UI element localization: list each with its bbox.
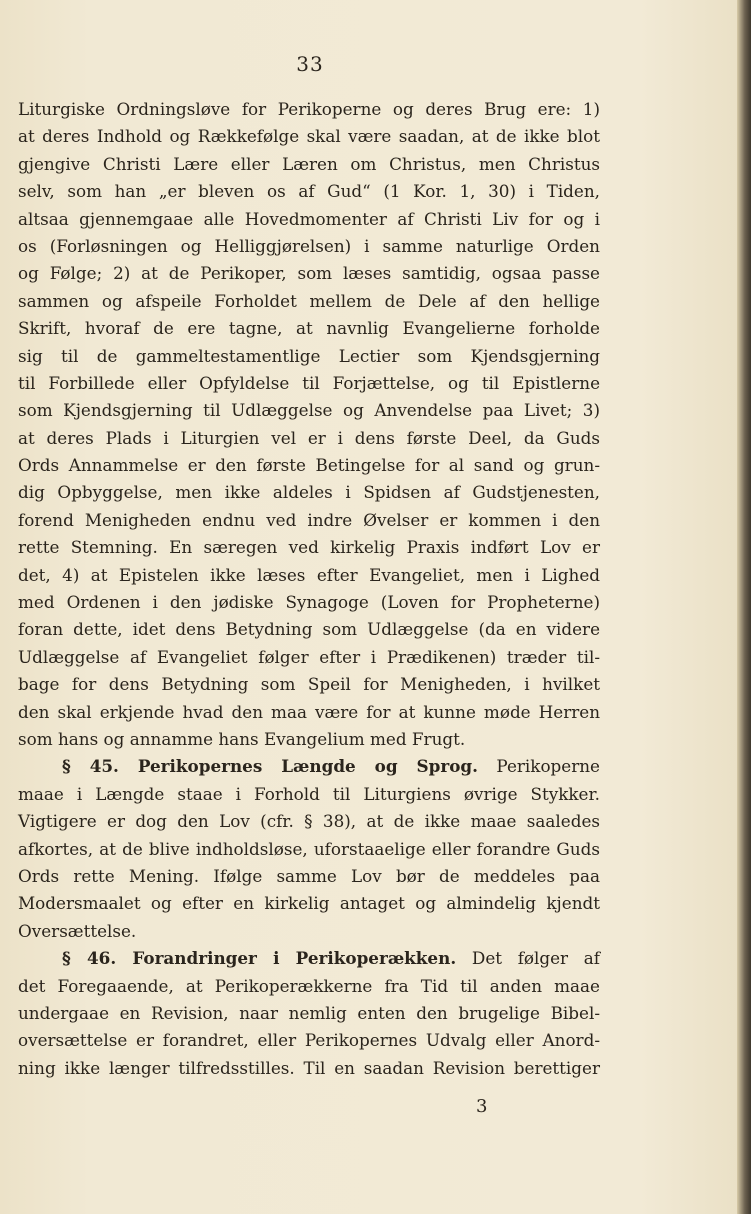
section-heading: § 46. Forandringer i Perikoperækken. <box>62 948 457 969</box>
section-heading-line <box>18 945 600 972</box>
line-text: den skal erkjende hvad den maa være for at kunne møde Herren <box>18 701 600 722</box>
line-text: foran dette, idet dens Betydning som Udlæggelse (da en videre <box>18 619 600 640</box>
line-text: gjengive Christi Lære eller Læren om Christus, men Christus <box>18 153 600 174</box>
line-text: det, 4) at Epistelen ikke læses efter Evangeliet, men i Lighed <box>18 564 600 585</box>
line-text: med Ordenen i den jødiske Synagoge (Loven for Propheterne) <box>18 592 600 613</box>
text-line <box>18 918 600 945</box>
text-line <box>18 616 600 643</box>
text-line <box>18 507 600 534</box>
text-line <box>18 233 600 260</box>
line-text: sig til de gammeltestamentlige Lectier som Kjendsgjerning <box>18 345 600 366</box>
text-line <box>18 589 600 616</box>
line-text: til Forbillede eller Opfyldelse til Forjættelse, og til Epistlerne <box>18 372 600 393</box>
text-line <box>18 479 600 506</box>
text-line <box>18 397 600 424</box>
text-line <box>18 151 600 178</box>
text-line <box>18 562 600 589</box>
text-line <box>18 260 600 287</box>
line-text: Vigtigere er dog den Lov (cfr. § 38), at de ikke maae saaledes <box>18 811 600 832</box>
line-text: Ords rette Mening. Ifølge samme Lov bør de meddeles paa <box>18 865 600 886</box>
text-line <box>18 726 600 753</box>
line-text: Oversættelse. <box>18 920 137 941</box>
line-text: maae i Længde staae i Forhold til Liturgiens øvrige Stykker. <box>18 783 600 804</box>
text-line <box>18 370 600 397</box>
text-line <box>18 178 600 205</box>
text-line <box>18 671 600 698</box>
text-line <box>18 288 600 315</box>
line-text: os (Forløsningen og Helliggjørelsen) i samme naturlige Orden <box>18 235 600 256</box>
line-text: Skrift, hvoraf de ere tagne, at navnlig Evangelierne forholde <box>18 318 600 339</box>
line-text: at deres Plads i Liturgien vel er i dens første Deel, da Guds <box>18 427 600 448</box>
text-line <box>18 96 600 123</box>
text-line <box>18 863 600 890</box>
line-text: sammen og afspeile Forholdet mellem de Dele af den hellige <box>18 290 600 311</box>
line-text: Udlæggelse af Evangeliet følger efter i Prædikenen) træder til- <box>18 646 600 667</box>
signature-mark: 3 <box>476 1096 488 1117</box>
body-text <box>18 96 600 1082</box>
line-text: ning ikke længer tilfredsstilles. Til en saadan Revision berettiger <box>18 1057 600 1078</box>
text-line <box>18 534 600 561</box>
line-text: og Følge; 2) at de Perikoper, som læses samtidig, ogsaa passe <box>18 263 600 284</box>
text-line <box>18 315 600 342</box>
line-text: undergaae en Revision, naar nemlig enten den brugelige Bibel- <box>18 1002 600 1023</box>
line-text: forend Menigheden endnu ved indre Øvelser er kommen i den <box>18 509 600 530</box>
text-line <box>18 808 600 835</box>
line-text: selv, som han „er bleven os af Gud“ (1 Kor. 1, 30) i Tiden, <box>18 181 600 202</box>
text-line <box>18 1000 600 1027</box>
line-text: Liturgiske Ordningsløve for Perikoperne og deres Brug ere: 1) <box>18 99 600 119</box>
text-line <box>18 123 600 150</box>
text-line <box>18 425 600 452</box>
line-text: som Kjendsgjerning til Udlæggelse og Anvendelse paa Livet; 3) <box>18 400 600 421</box>
line-text: Det følger af <box>456 948 600 969</box>
section-heading-line <box>18 753 600 780</box>
line-text: Modersmaalet og efter en kirkelig antaget og almindelig kjendt <box>18 893 600 914</box>
line-text: bage for dens Betydning som Speil for Menigheden, i hvilket <box>18 674 600 695</box>
text-line <box>18 343 600 370</box>
section-heading: § 45. Perikopernes Længde og Sprog. <box>62 756 478 777</box>
text-line <box>18 781 600 808</box>
text-line <box>18 836 600 863</box>
line-text: Perikoperne <box>478 756 600 777</box>
text-line <box>18 644 600 671</box>
line-text: altsaa gjennemgaae alle Hovedmomenter af Christi Liv for og i <box>18 208 600 229</box>
page-spine-edge <box>737 0 751 1214</box>
page-number: 33 <box>296 52 324 76</box>
line-text: rette Stemning. En særegen ved kirkelig Praxis indført Lov er <box>18 537 600 558</box>
text-line <box>18 699 600 726</box>
line-text: oversættelse er forandret, eller Perikopernes Udvalg eller Anord- <box>18 1030 600 1051</box>
text-line <box>18 1027 600 1054</box>
text-line <box>18 1055 600 1082</box>
line-text: dig Opbyggelse, men ikke aldeles i Spidsen af Gudstjenesten, <box>18 482 600 503</box>
line-text: det Foregaaende, at Perikoperækkerne fra Tid til anden maae <box>18 975 600 996</box>
text-line <box>18 452 600 479</box>
text-line <box>18 973 600 1000</box>
text-line <box>18 890 600 917</box>
line-text: at deres Indhold og Rækkefølge skal være saadan, at de ikke blot <box>18 126 600 147</box>
text-line <box>18 206 600 233</box>
line-text: Ords Annammelse er den første Betingelse for al sand og grun- <box>18 455 600 476</box>
line-text: afkortes, at de blive indholdsløse, uforstaaelige eller forandre Guds <box>18 838 600 859</box>
line-text: som hans og annamme hans Evangelium med Frugt. <box>18 728 466 749</box>
